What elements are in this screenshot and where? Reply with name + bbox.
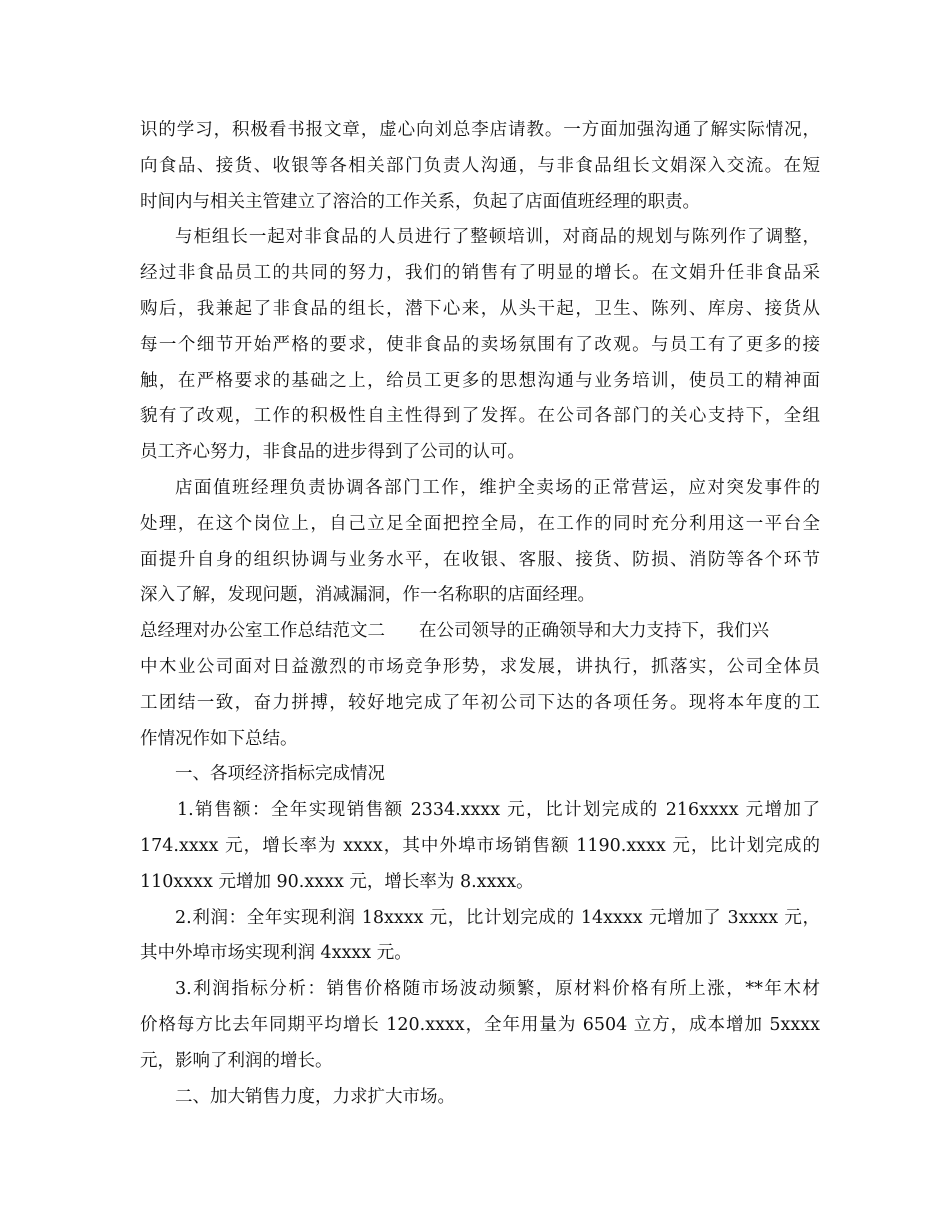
text-line: 貌有了改观，工作的积极性自主性得到了发挥。在公司各部门的关心支持下，全组 bbox=[140, 406, 820, 427]
text-line: 工团结一致，奋力拼搏，较好地完成了年初公司下达的各项任务。现将本年度的工 bbox=[140, 692, 820, 713]
text-line: 时间内与相关主管建立了溶洽的工作关系，负起了店面值班经理的职责。 bbox=[140, 191, 700, 212]
text-segment: 在公司领导的正确领导和大力支持下，我们兴 bbox=[419, 621, 769, 642]
text-line: 店面值班经理负责协调各部门工作，维护全卖场的正常营运，应对突发事件的 bbox=[175, 477, 820, 498]
text-line: 3.利润指标分析：销售价格随市场波动频繁，原材料价格有所上涨，**年木材 bbox=[175, 979, 820, 1000]
text-line: 员工齐心努力，非食品的进步得到了公司的认可。 bbox=[140, 442, 525, 463]
text-line: 元，影响了利润的增长。 bbox=[140, 1050, 333, 1071]
text-line: 174.xxxx 元，增长率为 xxxx，其中外埠市场销售额 1190.xxxx 元，比计划完成的 bbox=[140, 835, 820, 856]
text-line: 面提升自身的组织协调与业务水平，在收银、客服、接货、防损、消防等各个环节 bbox=[140, 549, 820, 570]
section-heading: 一、各项经济指标完成情况 bbox=[175, 764, 385, 785]
text-line: 每一个细节开始严格的要求，使非食品的卖场氛围有了改观。与员工有了更多的接 bbox=[140, 334, 820, 355]
text-line: 经过非食品员工的共同的努力，我们的销售有了明显的增长。在文娟升任非食品采 bbox=[140, 263, 820, 284]
text-line: 作情况作如下总结。 bbox=[140, 728, 298, 749]
text-line: 110xxxx 元增加 90.xxxx 元，增长率为 8.xxxx。 bbox=[140, 871, 534, 892]
text-line: 价格每方比去年同期平均增长 120.xxxx，全年用量为 6504 立方，成本增加 5xxxx bbox=[140, 1014, 820, 1035]
text-line: 向食品、接货、收银等各相关部门负责人沟通，与非食品组长文娟深入交流。在短 bbox=[140, 155, 820, 176]
text-line: 中木业公司面对日益激烈的市场竞争形势，求发展，讲执行，抓落实，公司全体员 bbox=[140, 656, 820, 677]
text-line: 识的学习，积极看书报文章，虚心向刘总李店请教。一方面加强沟通了解实际情况， bbox=[140, 120, 820, 140]
text-line: 与柜组长一起对非食品的人员进行了整顿培训，对商品的规划与陈列作了调整， bbox=[175, 227, 820, 248]
section-heading: 二、加大销售力度，力求扩大市场。 bbox=[175, 1086, 455, 1107]
text-line: 深入了解，发现问题，消减漏洞，作一名称职的店面经理。 bbox=[140, 585, 595, 606]
section-title: 总经理对办公室工作总结范文二 bbox=[140, 621, 385, 642]
text-line: 购后，我兼起了非食品的组长，潜下心来，从头干起，卫生、陈列、库房、接货从 bbox=[140, 298, 820, 319]
text-line: 2.利润：全年实现利润 18xxxx 元，比计划完成的 14xxxx 元增加了 3xxxx 元， bbox=[175, 907, 820, 928]
document-body bbox=[140, 113, 820, 1115]
text-line: 处理，在这个岗位上，自己立足全面把控全局，在工作的同时充分利用这一平台全 bbox=[140, 513, 820, 534]
text-line: 其中外埠市场实现利润 4xxxx 元。 bbox=[140, 943, 412, 964]
text-line: 触，在严格要求的基础之上，给员工更多的思想沟通与业务培训，使员工的精神面 bbox=[140, 370, 820, 391]
text-line: 1.销售额：全年实现销售额 2334.xxxx 元，比计划完成的 216xxxx 元增加了 bbox=[177, 800, 820, 821]
heading-line bbox=[140, 614, 820, 650]
